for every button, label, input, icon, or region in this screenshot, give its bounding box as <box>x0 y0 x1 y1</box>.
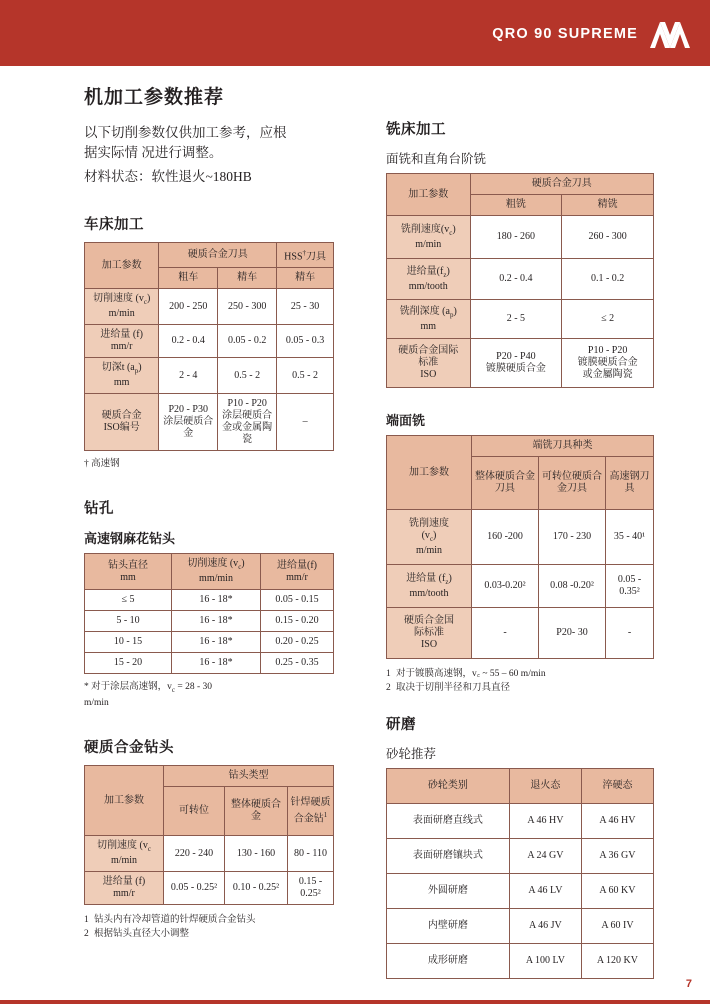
turning-group-carbide: 硬质合金刀具 <box>159 243 277 268</box>
milling-group: 硬质合金刀具 <box>470 174 653 195</box>
turning-row-label-depth: 切深t $(a_p)$ mm <box>85 358 159 394</box>
turning-sub-finish-hss: 精车 <box>277 268 334 289</box>
intro-line-1: 以下切削参数仅供加工参考，应根据实际情 <box>84 125 287 160</box>
grinding-col-annealed: 退火态 <box>509 769 581 804</box>
table-row <box>85 653 334 674</box>
fmill-sub-1: 整体硬质合金刀具 <box>472 457 539 510</box>
cdrill-sub-1: 可转位 <box>164 787 225 836</box>
turning-cell: 25 - 30 <box>277 289 334 325</box>
fmill-cell: 0.03-0.20² <box>472 565 539 608</box>
milling-cell: P10 - P20 镀膜硬质合金 或金屬陶瓷 <box>562 339 654 388</box>
grinding-col-hardened: 淬硬态 <box>581 769 653 804</box>
drilling-table <box>84 553 334 674</box>
fmill-cell: 170 - 230 <box>539 510 606 565</box>
footer-bar <box>0 1000 710 1004</box>
milling-sub-rough: 粗铣 <box>470 195 562 216</box>
milling-row-label-feed: 进给量$(f_z)$ mm/tooth <box>387 259 471 300</box>
table-row <box>387 874 654 909</box>
cdrill-row-label-feed: 进给量 (f) mm/r <box>85 872 164 905</box>
fmill-cell: 160 -200 <box>472 510 539 565</box>
table-row <box>387 510 654 565</box>
milling-row-label-iso: 硬质合金国际 标准 ISO <box>387 339 471 388</box>
milling-sub-finish: 精铣 <box>562 195 654 216</box>
cdrill-sub-3: 针焊硬质合金钻$^1$ <box>288 787 334 836</box>
turning-cell: 0.2 - 0.4 <box>159 325 218 358</box>
drilling-footnote <box>84 681 344 710</box>
milling-row-label-depth: 铣削深度 $(a_p)$ mm <box>387 300 471 339</box>
grinding-cell: A 60 KV <box>581 874 653 909</box>
milling-cell: 260 - 300 <box>562 216 654 259</box>
cdrill-cell: 0.15 - 0.25² <box>288 872 334 905</box>
turning-heading: 车床加工 <box>84 217 144 233</box>
fmill-footnote-1: 对于镀膜高速钢，v꜀ ~ 55 – 60 m/min <box>396 669 546 679</box>
turning-row-label-feed: 进给量 (f) mm/r <box>85 325 159 358</box>
grinding-cell: A 36 GV <box>581 839 653 874</box>
table-row <box>387 909 654 944</box>
table-row <box>387 944 654 979</box>
drill-cell: 0.15 - 0.20 <box>261 611 334 632</box>
fmill-sub-3: 高速钢刀具 <box>606 457 654 510</box>
fmill-sub-2: 可转位硬质合金刀具 <box>539 457 606 510</box>
cdrill-cell: 80 - 110 <box>288 836 334 872</box>
fmill-cell: - <box>606 608 654 659</box>
table-row <box>85 872 334 905</box>
cdrill-footnote-2: 根据钻头直径大小调整 <box>94 929 190 940</box>
grinding-cell: A 100 LV <box>509 944 581 979</box>
grinding-cell: A 24 GV <box>509 839 581 874</box>
table-row <box>85 394 334 451</box>
page-body <box>0 66 710 1004</box>
intro-paragraph <box>84 123 299 163</box>
grinding-cell: 外圆研磨 <box>387 874 510 909</box>
drilling-footnote-main: * 对于涂层高速钢，v <box>84 682 172 693</box>
table-row <box>85 632 334 653</box>
milling-cell: P20 - P40 镀膜硬质合金 <box>470 339 562 388</box>
fmill-cell: 35 - 40¹ <box>606 510 654 565</box>
drill-cell: 0.05 - 0.15 <box>261 590 334 611</box>
drilling-heading: 钻孔 <box>84 501 114 518</box>
milling-row-label-speed: 铣削速度$(v_c)$ m/min <box>387 216 471 259</box>
turning-table <box>84 242 334 451</box>
table-row <box>85 836 334 872</box>
left-column <box>84 66 344 951</box>
material-condition: 材料状态：软性退火~180HB <box>84 169 252 184</box>
fmill-row-label-iso: 硬质合金国 际标准 ISO <box>387 608 472 659</box>
cdrill-cell: 220 - 240 <box>164 836 225 872</box>
table-row <box>387 565 654 608</box>
cdrill-row-label-speed: 切削速度 ($v_c$ m/min <box>85 836 164 872</box>
grinding-cell: 内壁研磨 <box>387 909 510 944</box>
page-number: 7 <box>685 978 692 990</box>
table-row <box>387 804 654 839</box>
drill-col-feed: 进给量(f) mm/r <box>261 554 334 590</box>
table-row <box>387 436 654 457</box>
table-row <box>85 289 334 325</box>
cdrill-col-param: 加工参数 <box>85 766 164 836</box>
grinding-cell: 表面研磨直线式 <box>387 804 510 839</box>
carbide-drill-heading: 硬质合金钻头 <box>84 740 174 757</box>
drill-cell: 16 - 18* <box>172 611 261 632</box>
fmill-col-param: 加工参数 <box>387 436 472 510</box>
fmill-cell: - <box>472 608 539 659</box>
grinding-heading: 研磨 <box>386 717 416 733</box>
drilling-footnote-unit: m/min <box>84 698 109 709</box>
intro-line-2: 况进行调整。 <box>141 145 223 160</box>
cdrill-footnote-1-num: 1 <box>84 915 89 926</box>
milling-heading: 铣床加工 <box>386 122 446 138</box>
uddeholm-logo-icon <box>648 18 692 50</box>
right-column <box>386 66 662 979</box>
turning-cell: 0.5 - 2 <box>277 358 334 394</box>
grinding-subheading: 砂轮推荐 <box>386 747 437 761</box>
table-row <box>387 608 654 659</box>
drilling-footnote-tail: = 28 - 30 <box>175 682 213 693</box>
turning-cell: P10 - P20 涂层硬质合金或金属陶瓷 <box>218 394 277 451</box>
turning-cell: 0.5 - 2 <box>218 358 277 394</box>
grinding-cell: A 120 KV <box>581 944 653 979</box>
fmill-row-label-speed: 铣削速度 $(v_c)$ m/min <box>387 510 472 565</box>
turning-col-param: 加工参数 <box>85 243 159 289</box>
fmill-footnote-2-num: 2 <box>386 683 391 693</box>
drilling-footnote-sub: c <box>171 686 175 695</box>
cdrill-footnote-2-num: 2 <box>84 929 89 940</box>
drill-cell: 16 - 18* <box>172 653 261 674</box>
fmill-footnote-1-num: 1 <box>386 669 391 679</box>
fmill-group: 端铣刀具种类 <box>472 436 654 457</box>
carbide-drill-table <box>84 765 334 905</box>
cdrill-cell: 0.05 - 0.25² <box>164 872 225 905</box>
cdrill-sub-2: 整体硬质合金 <box>225 787 288 836</box>
turning-cell: 0.05 - 0.3 <box>277 325 334 358</box>
table-row <box>85 766 334 787</box>
drill-cell: 15 - 20 <box>85 653 172 674</box>
table-row <box>85 554 334 590</box>
turning-cell: 200 - 250 <box>159 289 218 325</box>
header-title: QRO 90 SUPREME <box>492 26 638 42</box>
grinding-cell: A 46 LV <box>509 874 581 909</box>
milling-subheading: 面铣和直角台阶铣 <box>386 152 487 166</box>
milling-cell: ≤ 2 <box>562 300 654 339</box>
fmill-cell: 0.08 -0.20² <box>539 565 606 608</box>
cdrill-footnote-1: 钻头内有冷却管道的针焊硬质合金钻头 <box>94 915 256 926</box>
turning-cell: – <box>277 394 334 451</box>
turning-footnote: † 高速钢 <box>84 459 120 470</box>
drill-cell: 10 - 15 <box>85 632 172 653</box>
milling-cell: 2 - 5 <box>470 300 562 339</box>
milling-cell: 0.1 - 0.2 <box>562 259 654 300</box>
table-row <box>387 216 654 259</box>
drill-cell: 5 - 10 <box>85 611 172 632</box>
table-row <box>387 300 654 339</box>
turning-cell: P20 - P30 涂层硬质合金 <box>159 394 218 451</box>
turning-cell: 2 - 4 <box>159 358 218 394</box>
drill-cell: 0.25 - 0.35 <box>261 653 334 674</box>
table-row <box>387 174 654 195</box>
table-row <box>85 590 334 611</box>
drill-col-diameter: 钻头直径 mm <box>85 554 172 590</box>
grinding-cell: A 46 HV <box>581 804 653 839</box>
fmill-cell: P20- 30 <box>539 608 606 659</box>
turning-sub-rough: 粗车 <box>159 268 218 289</box>
face-milling-heading: 端面铣 <box>386 413 426 428</box>
table-row <box>85 358 334 394</box>
drill-col-speed: 切削速度 $(v_c)$ mm/min <box>172 554 261 590</box>
carbide-drill-footnotes <box>84 913 344 941</box>
turning-row-label-iso: 硬质合金 ISO编号 <box>85 394 159 451</box>
face-milling-table <box>386 435 654 659</box>
grinding-col-type: 砂轮类别 <box>387 769 510 804</box>
table-row <box>387 339 654 388</box>
milling-cell: 0.2 - 0.4 <box>470 259 562 300</box>
cdrill-cell: 0.10 - 0.25² <box>225 872 288 905</box>
milling-col-param: 加工参数 <box>387 174 471 216</box>
grinding-cell: 成形研磨 <box>387 944 510 979</box>
fmill-cell: 0.05 - 0.35² <box>606 565 654 608</box>
milling-cell: 180 - 260 <box>470 216 562 259</box>
page-title: 机加工参数推荐 <box>84 87 225 108</box>
page-header <box>0 0 710 66</box>
table-row <box>387 839 654 874</box>
turning-group-hss: HSS†刀具 <box>277 243 334 268</box>
turning-cell: 0.05 - 0.2 <box>218 325 277 358</box>
table-row <box>85 325 334 358</box>
cdrill-group: 钻头类型 <box>164 766 334 787</box>
drill-cell: ≤ 5 <box>85 590 172 611</box>
table-row <box>387 769 654 804</box>
table-row <box>387 259 654 300</box>
face-milling-footnotes <box>386 667 662 695</box>
fmill-row-label-feed: 进给量 $(f_z)$ mm/tooth <box>387 565 472 608</box>
fmill-footnote-2: 取决于切削半径和刀具直径 <box>396 683 511 693</box>
drill-cell: 16 - 18* <box>172 632 261 653</box>
turning-row-label-speed: 切削速度 $(v_c)$ m/min <box>85 289 159 325</box>
grinding-cell: A 60 IV <box>581 909 653 944</box>
grinding-table <box>386 768 654 979</box>
cdrill-cell: 130 - 160 <box>225 836 288 872</box>
grinding-cell: A 46 JV <box>509 909 581 944</box>
table-row <box>85 611 334 632</box>
milling-table <box>386 173 654 388</box>
drilling-subheading: 高速钢麻花钻头 <box>84 531 176 547</box>
table-row <box>85 243 334 268</box>
drill-cell: 0.20 - 0.25 <box>261 632 334 653</box>
grinding-cell: A 46 HV <box>509 804 581 839</box>
turning-sub-finish: 精车 <box>218 268 277 289</box>
turning-cell: 250 - 300 <box>218 289 277 325</box>
drill-cell: 16 - 18* <box>172 590 261 611</box>
grinding-cell: 表面研磨镶块式 <box>387 839 510 874</box>
